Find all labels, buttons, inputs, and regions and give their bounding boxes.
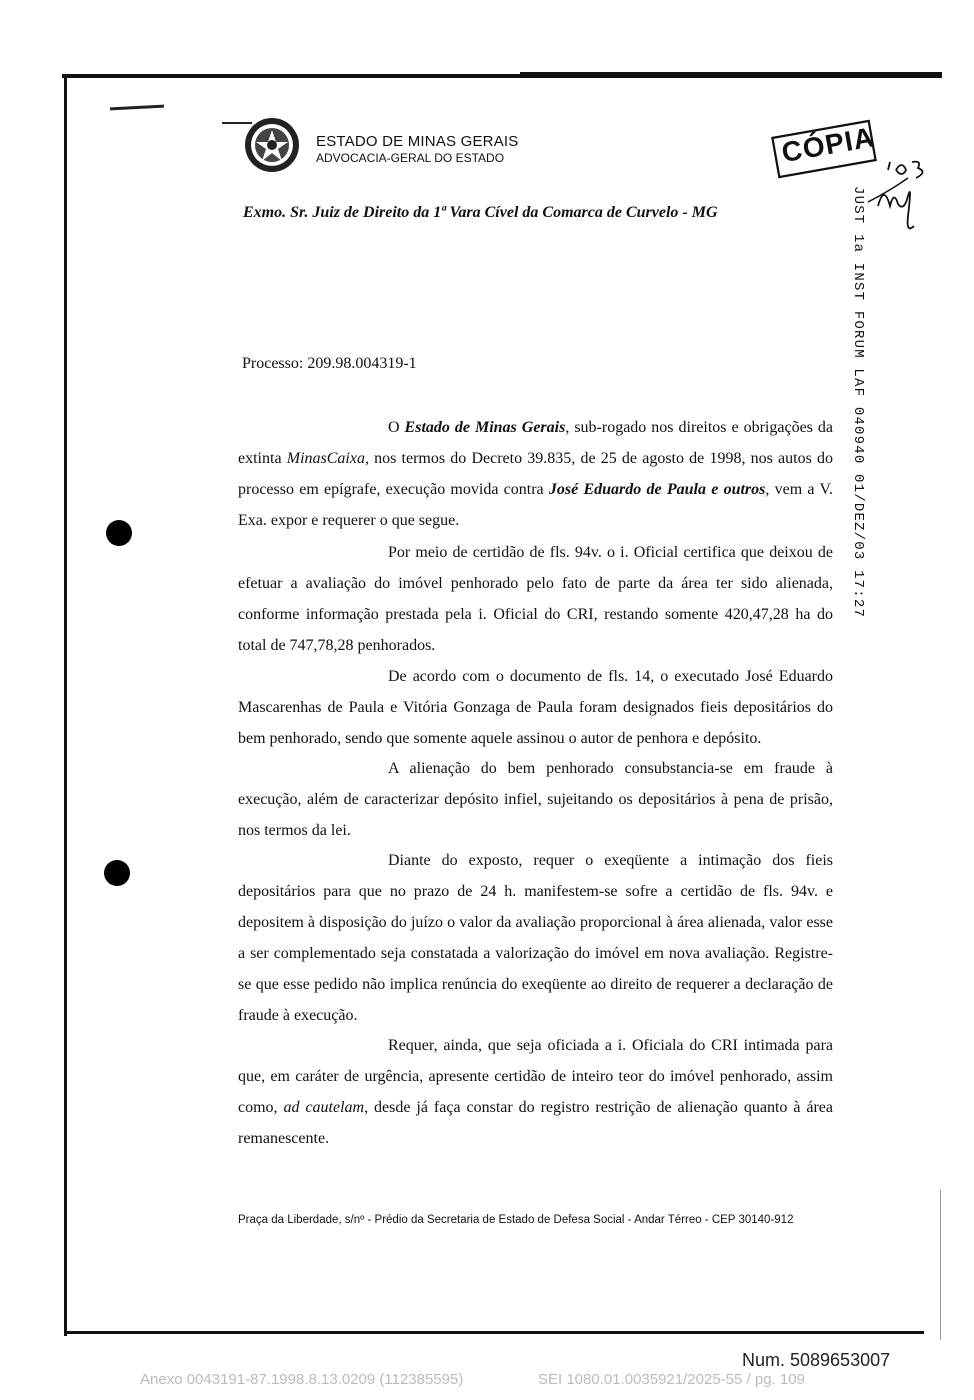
sei-reference: SEI 1080.01.0035921/2025-55 / pg. 109 <box>538 1371 805 1388</box>
paragraph-1 <box>238 412 833 536</box>
scan-mark <box>110 105 164 111</box>
paragraph-1-text: , vem a V. Exa. expor e requerer o que segue. <box>238 481 833 529</box>
paragraph-6-text: Requer, ainda, que seja oficiada a i. Oficiala do CRI intimada para que, em caráter de urgência, apresente certidão de inteiro teor do imóvel penhorado, assim como, <box>238 1037 833 1116</box>
paragraph-4-text: A alienação do bem penhorado consubstancia-se em fraude à execução, além de caracterizar depósito infiel, sujeitando os depositários à pena de prisão, nos termos da lei. <box>238 760 833 839</box>
copy-stamp <box>771 120 877 179</box>
paragraph-1-text: , sub-rogado nos direitos e obrigações da extinta <box>238 419 833 467</box>
state-seal-icon <box>243 116 301 174</box>
punch-hole <box>104 860 130 886</box>
paragraph-2-text: Por meio de certidão de fls. 94v. o i. Oficial certifica que deixou de efetuar a avaliação do imóvel penhorado pelo fato de parte da área ter sido alienada, conforme informação prestada pela i. Oficial do CRI, restando somente 420,47,28 ha do total de 747,78,28 penhorados. <box>238 544 833 654</box>
paragraph-1-text: O <box>388 419 405 436</box>
annex-reference: Anexo 0043191-87.1998.8.13.0209 (112385595) <box>140 1371 464 1388</box>
protocol-stamp: JUST 1a INST FORUM LAF 040940 01/DEZ/03 17:27 <box>850 186 866 619</box>
paragraph-6 <box>238 1030 833 1154</box>
paragraph-1-defendant: José Eduardo de Paula e outros <box>548 481 766 498</box>
paragraph-1-entity: MinasCaixa <box>286 450 365 467</box>
page-border-bottom <box>64 1331 924 1334</box>
paragraph-6-latin-term: ad cautelam <box>283 1099 365 1116</box>
org-subtitle: ADVOCACIA-GERAL DO ESTADO <box>316 151 505 165</box>
paragraph-5-text: Diante do exposto, requer o exeqüente a intimação dos fieis depositários para que no prazo de 24 h. manifestem-se sofre a certidão de fls. 94v. e depositem à disposição do juízo o valor da avaliação proporcional à área alienada, valor esse a ser complementado seja constatada a valorização do imóvel em nova avaliação. Registre-se que esse pedido não implica renúncia do exeqüente ao direito de requerer a declaração de fraude à execução. <box>238 852 833 1024</box>
handwritten-page-number <box>866 158 938 238</box>
paragraph-2 <box>238 537 833 661</box>
paragraph-3-text: De acordo com o documento de fls. 14, o executado José Eduardo Mascarenhas de Paula e Vitória Gonzaga de Paula foram designados fieis depositários do bem penhorado, sendo que somente aquele assinou o autor de penhora e depósito. <box>238 668 833 747</box>
paragraph-1-text: , nos termos do Decreto 39.835, de 25 de agosto de 1998, nos autos do processo em epígrafe, execução movida contra <box>238 450 834 498</box>
document-number: Num. 5089653007 <box>742 1350 891 1370</box>
page-border-left <box>64 74 67 1336</box>
paragraph-6-text: , desde já faça constar do registro restrição de alienação quanto à área remanescente. <box>238 1099 834 1147</box>
punch-hole <box>106 520 132 546</box>
process-number: Processo: 209.98.004319-1 <box>242 355 417 372</box>
paragraph-5 <box>238 845 833 1031</box>
page-border-top-overlap <box>520 72 942 75</box>
footer-address: Praça da Liberdade, s/nº - Prédio da Secretaria de Estado de Defesa Social - Andar Térreo - CEP 30140-912 <box>238 1214 794 1226</box>
paragraph-4 <box>238 753 833 846</box>
addressee: Exmo. Sr. Juiz de Direito da 1ª Vara Cível da Comarca de Curvelo - MG <box>243 204 718 221</box>
page-border-right <box>940 1190 941 1340</box>
paragraph-3 <box>238 661 833 754</box>
org-name: ESTADO DE MINAS GERAIS <box>316 133 519 150</box>
paragraph-1-party: Estado de Minas Gerais <box>404 419 566 436</box>
copy-stamp-text: CÓPIA <box>779 121 877 169</box>
